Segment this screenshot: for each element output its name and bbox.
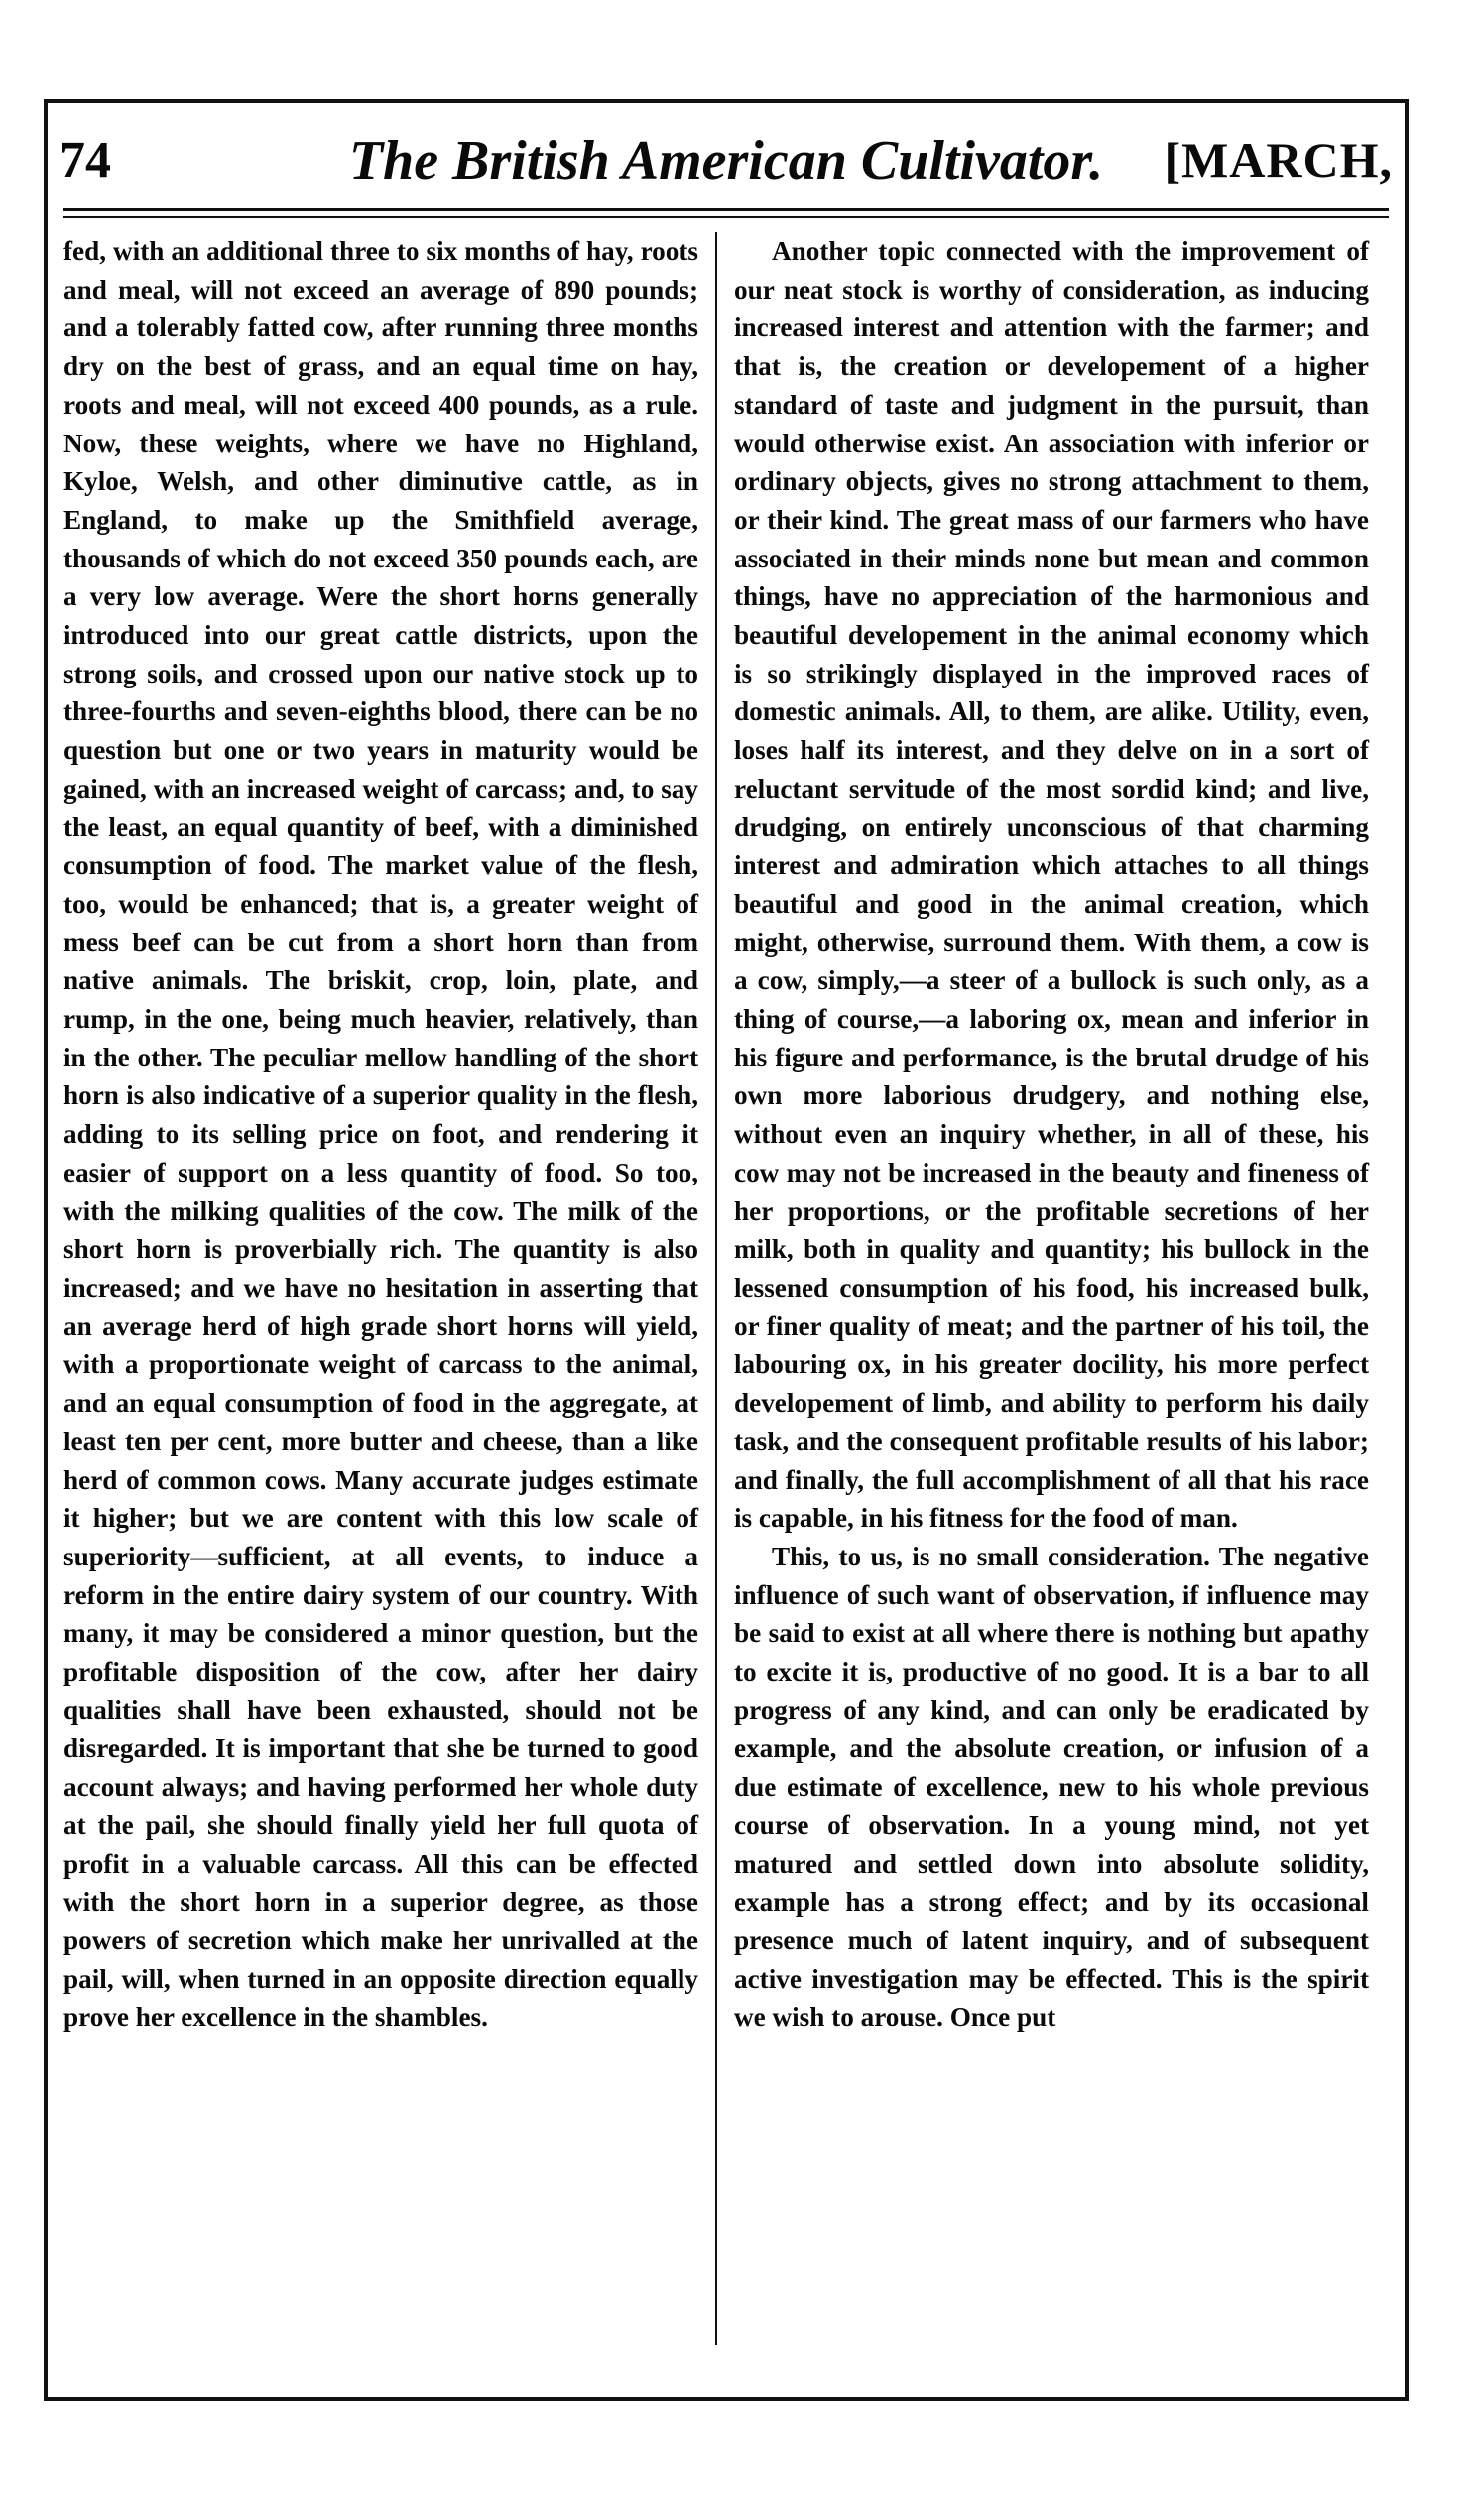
page-number: 74	[60, 132, 111, 188]
right-column	[734, 232, 1369, 2037]
right-paragraph-1: Another topic connected with the improvement of our neat stock is worthy of consideration, as inducing increased interest and attention with the farmer; and that is, the creation or developement of a higher standard of taste and judgment in the pursuit, than would otherwise exist. An association with inferior or ordinary objects, gives no strong attachment to them, or their kind. The great mass of our farmers who have associated in their minds none but mean and common things, have no appreciation of the harmonious and beautiful developement in the animal economy which is so strikingly displayed in the improved races of domestic animals. All, to them, are alike. Utility, even, loses half its interest, and they delve on in a sort of reluctant servitude of the most sordid kind; and live, drudging, on entirely unconscious of that charming interest and admiration which attaches to all things beautiful and good in the animal creation, which might, otherwise, surround them. With them, a cow is a cow, simply,—a steer of a bullock is such only, as a thing of course,—a laboring ox, mean and inferior in his figure and performance, is the brutal drudge of his own more laborious drudgery, and nothing else, without even an inquiry whether, in all of these, his cow may not be increased in the beauty and fineness of her proportions, or the profitable secretions of her milk, both in quality and quantity; his bullock in the lessened consumption of his food, his increased bulk, or finer quality of meat; and the partner of his toil, the labouring ox, in his greater docility, his more perfect developement of limb, and ability to perform his daily task, and the consequent profitable results of his labor; and finally, the full accomplishment of all that his race is capable, in his fitness for the food of man.	[734, 236, 1369, 1534]
left-column	[63, 232, 698, 2037]
journal-title: The British American Cultivator.	[348, 130, 1104, 191]
right-paragraph-2: This, to us, is no small consideration. The negative influence of such want of observation, if influence may be said to exist at all where there is nothing but apathy to excite it is, productive of no good. It is a bar to all progress of any kind, and can only be eradicated by example, and the absolute creation, or infusion of a due estimate of excellence, new to his whole previous course of observation. In a young mind, not yet matured and settled down into absolute solidity, example has a strong effect; and by its occasional presence much of latent inquiry, and of subsequent active investigation may be effected. This is the spirit we wish to arouse. Once put	[734, 1541, 1369, 2033]
left-paragraph-1: fed, with an additional three to six months of hay, roots and meal, will not exceed an average of 890 pounds; and a tolerably fatted cow, after running three months dry on the best of grass, and an equal time on hay, roots and meal, will not exceed 400 pounds, as a rule. Now, these weights, where we have no Highland, Kyloe, Welsh, and other diminutive cattle, as in England, to make up the Smithfield average, thousands of which do not exceed 350 pounds each, are a very low average. Were the short horns generally introduced into our great cattle districts, upon the strong soils, and crossed upon our native stock up to three-fourths and seven-eighths blood, there can be no question but one or two years in maturity would be gained, with an increased weight of carcass; and, to say the least, an equal quantity of beef, with a diminished consumption of food. The market value of the flesh, too, would be enhanced; that is, a greater weight of mess beef can be cut from a short horn than from native animals. The briskit, crop, loin, plate, and rump, in the one, being much heavier, relatively, than in the other. The peculiar mellow handling of the short horn is also indicative of a superior quality in the flesh, adding to its selling price on foot, and rendering it easier of support on a less quantity of food. So too, with the milking qualities of the cow. The milk of the short horn is proverbially rich. The quantity is also increased; and we have no hesitation in asserting that an average herd of high grade short horns will yield, with a proportionate weight of carcass to the animal, and an equal consumption of food in the aggregate, at least ten per cent, more butter and cheese, than a like herd of common cows. Many accurate judges estimate it higher; but we are content with this low scale of superiority—sufficient, at all events, to induce a reform in the entire dairy system of our country. With many, it may be considered a minor question, but the profitable disposition of the cow, after her dairy qualities shall have been exhausted, should not be disregarded. It is important that she be turned to good account always; and having performed her whole duty at the pail, she should finally yield her full quota of profit in a valuable carcass. All this can be effected with the short horn in a superior degree, as those powers of secretion which make her unrivalled at the pail, will, when turned in an opposite direction equally prove her excellence in the shambles.	[63, 236, 698, 2033]
text-columns	[63, 232, 1389, 2385]
header-rule-thick	[63, 208, 1389, 211]
frame-border-right	[1405, 99, 1409, 2401]
column-divider	[715, 232, 717, 2345]
page-frame	[44, 99, 1409, 2401]
page-header	[60, 121, 1393, 200]
frame-border-top	[44, 99, 1409, 103]
frame-border-left	[44, 99, 48, 2401]
frame-border-bottom	[44, 2397, 1409, 2401]
header-rule-thin	[63, 216, 1389, 218]
issue-label: [MARCH,	[1164, 132, 1393, 187]
